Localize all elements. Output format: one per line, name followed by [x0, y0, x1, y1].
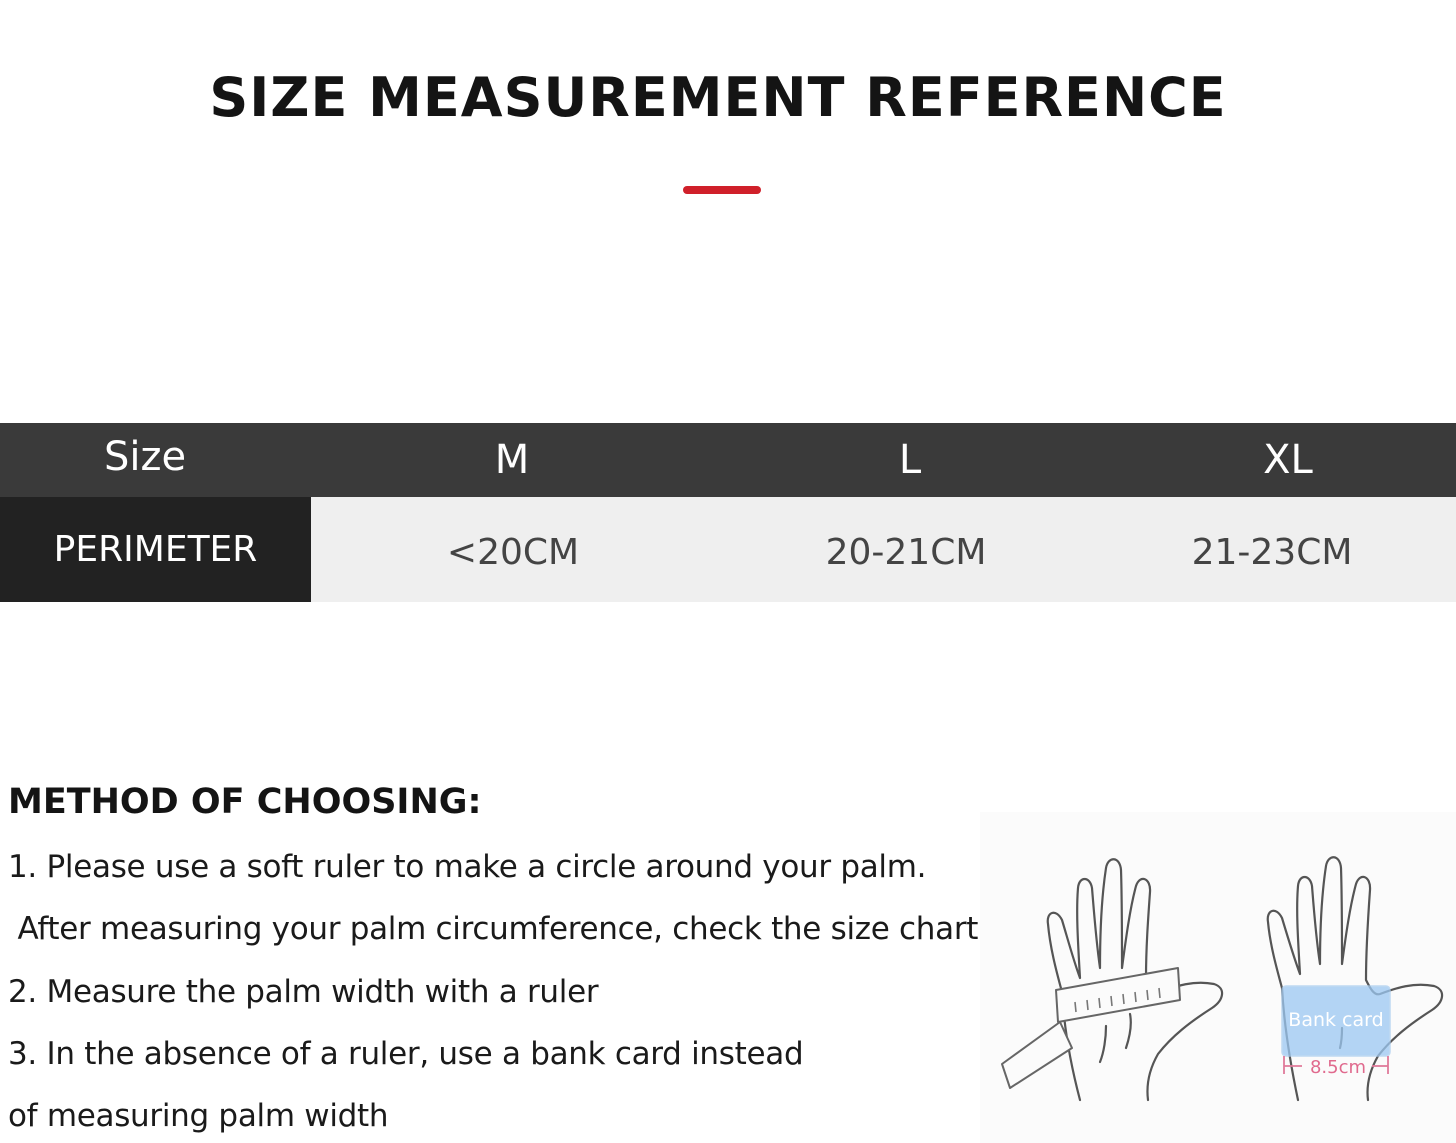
page-title: SIZE MEASUREMENT REFERENCE	[209, 66, 1227, 129]
size-xl: XL	[1263, 437, 1313, 483]
card-width-label: 8.5cm	[1309, 1057, 1367, 1078]
method-line-1: 1. Please use a soft ruler to make a circle around your palm.	[8, 849, 927, 885]
size-header-label: Size	[103, 434, 187, 480]
method-line-3: 2. Measure the palm width with a ruler	[8, 974, 599, 1010]
hand-measurement-illustration	[980, 812, 1456, 1143]
soft-ruler-icon	[1002, 968, 1180, 1088]
title-accent-bar	[683, 186, 761, 194]
perimeter-row	[0, 497, 1456, 602]
perimeter-value-xl: 21-23CM	[1191, 532, 1353, 573]
size-table-header	[0, 423, 1456, 497]
method-line-4: 3. In the absence of a ruler, use a bank card instead	[8, 1036, 804, 1072]
bank-card-label: Bank card	[1288, 1009, 1384, 1031]
perimeter-value-l: 20-21CM	[825, 532, 987, 573]
method-heading: METHOD OF CHOOSING:	[8, 782, 482, 822]
method-line-5: of measuring palm width	[8, 1098, 389, 1134]
size-l: L	[898, 437, 922, 483]
method-line-2: After measuring your palm circumference, check the size chart	[8, 911, 979, 947]
perimeter-value-m: <20CM	[446, 532, 580, 573]
perimeter-label: PERIMETER	[0, 497, 311, 602]
bank-card-icon	[1282, 986, 1390, 1056]
size-m: M	[494, 437, 530, 483]
